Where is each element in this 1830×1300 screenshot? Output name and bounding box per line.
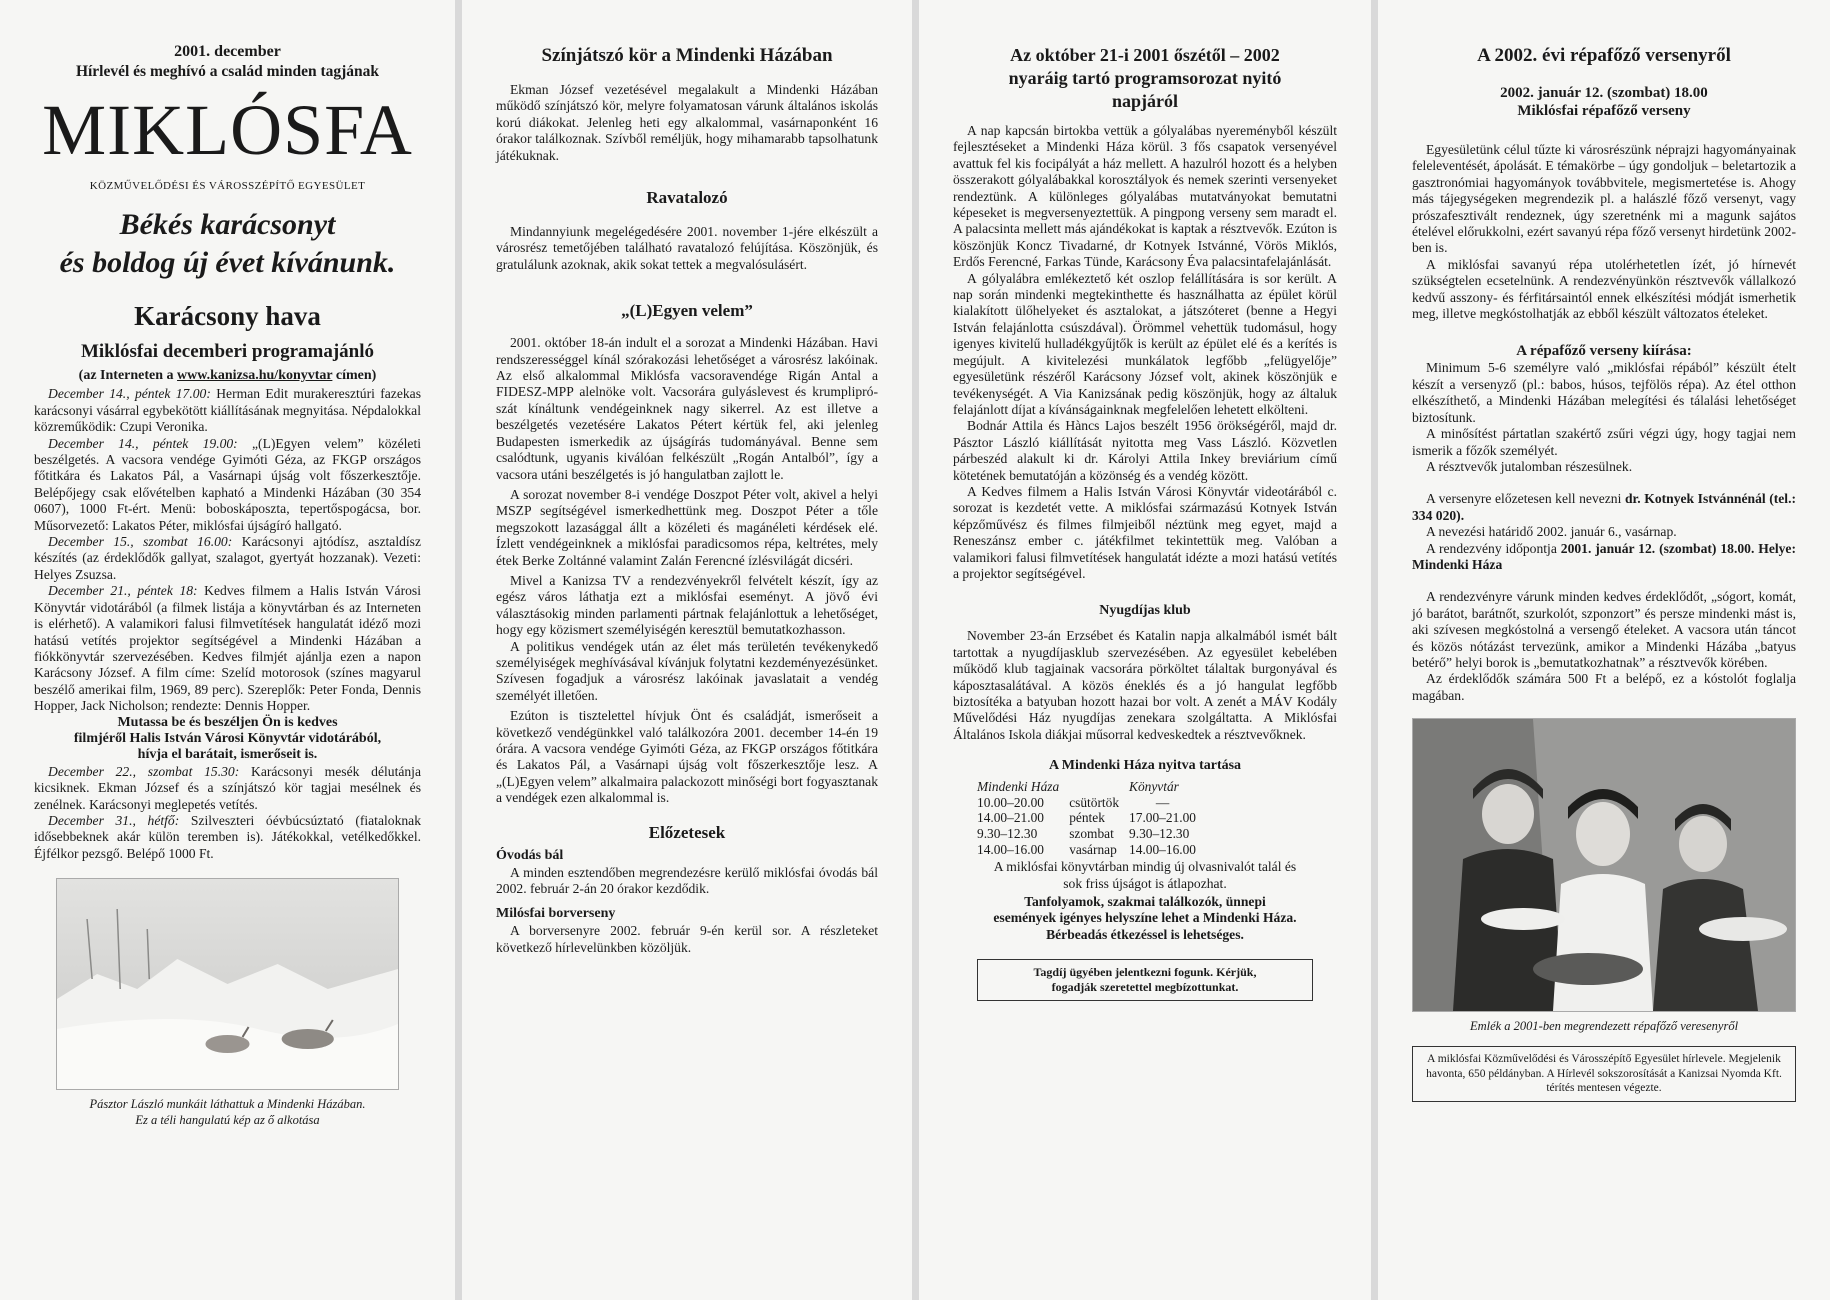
painting-caption: Pásztor László munkáit láthattuk a Mindenki Házában. Ez a téli hangulatú kép az ő alkotása [89,1097,366,1128]
membership-fee-box: Tagdíj ügyében jelentkezni fogunk. Kérjük, fogadják szeretettel megbízottunkat. [977,959,1313,1001]
heading-opening-day: Az október 21-i 2001 őszétől – 2002 nyaráig tartó programsorozat nyitó napjáról [1008,45,1282,111]
event-dec-22-tales: December 22., szombat 15.30: Karácsonyi mesék délutánja kicsiknek. Ekman József és a színjátszó kör tagjai mesélnek és zenélnek. Karácsonyi meglepetés vetítés. [34,763,421,812]
dinner-series-text-1: 2001. október 18-án indult el a sorozat a Mindenki Házában. Havi rendszerességgel kínál szórakozási lehetőséget a városrész lakóinak. Az első alkalommal Miklósfa vacsoravendége Rigán Antal a FIDESZ-MPP alelnöke volt. Vacsorára gulyáslevest és krumpliprószát kínáltunk vendégeinknek nagy sikerrel. Az est illetve a beszélgetés vezetésére Lakatos Pétert kértük fel, aki jelenleg Budapesten ismerkedik az újságírás tudományával. Benne sem csalódtunk, ugyanis kiválóan felkészült „Rogán Antalból”, így a vacsora utáni beszélgetés is jó hangulatban zajlott le. [496,335,878,482]
opening-day-text-3: Bodnár Attila és Hàncs Lajos beszélt 1956 örökségéről, majd dr. Pásztor László kiállítását nyitotta meg Vass László. Közvetlen párbeszéd alakult ki dr. Károlyi Attila Inkey breviárium című kötetének bemutatóján a közönség és a vendég között. [953,418,1337,483]
registration-text: A versenyre előzetesen kell nevezni dr. Kotnyek Istvánnénál (tel.: 334 020). [1412,491,1796,523]
colophon-box: A miklósfai Közművelődési és Városszépítő Egyesület hírlevele. Megjelenik havonta, 650 példányban. A Hírlevél sokszorosítását a Kanizsai Nyomda Kft. térítés mentesen végezte. [1412,1046,1796,1102]
event-dec-14-dinner: December 14., péntek 19.00: „(L)Egyen velem” közéleti beszélgetés. A vacsora vendége Gyimóti Géza, az FKGP országos főtitkára és Lakatos Pál, a Vasárnapi újság volt főszerkesztője. Belépőjegy csak elővételben kapható a Mindenki Házában (30 354 0607), 1000 Ft-ért. Menü: boboskáposzta, tepertőspogácsa, bor. Műsorvezető: Lakatos Péter, miklósfai újságíró hallgató. [34,435,421,533]
beet-contest-intro-2: A miklósfai savanyú répa utolérhetetlen ízét, jó hírnevét szükségtelen ecsetelnünk. A rendezvényünkön résztvevők vállalkozó kedvű asszony- és férfitársaintól ennek elkészítési módját ismerhetik meg, illetve megkóstolhatják az ebből készült változatos ételeket. [1412,256,1796,322]
section-subheading: Miklósfai decemberi programajánló [80,341,375,362]
table-row: 10.00–20.00 csütörtök — [977,794,1170,810]
library-note: A miklósfai könyvtárban mindig új olvasnivalót talál és sok friss újságot is átlapozhat. [993,859,1297,891]
theatre-text: Ekman József vezetésével megalakult a Mindenki Házában működő színjátszó kör, melyre folyamatosan várunk általános iskolás korú diákokat. Jelenleg heti egy alkalommal, vasárnaponként 16 órakor találkoznak. Szívből reméljük, hogy mihamarabb tapsolhatunk játékuknak. [496,82,878,163]
film-invitation: Mutassa be és beszéljen Ön is kedves filmjéről Halis István Városi Könyvtár vidotárából, hívja el barátait, ismerőseit is. [73,714,382,763]
photo-caption: Emlék a 2001-ben megrendezett répafőző veresenyről [1469,1019,1739,1034]
event-datetime: A rendezvény időpontja 2001. január 12. (szombat) 18.00. Helye: Mindenki Háza [1412,540,1796,572]
winter-landscape-icon [57,879,398,1089]
winter-painting-image [56,878,399,1090]
heading-wine-contest: Milósfai borverseny [496,906,616,922]
rules-text-1: Minimum 5-6 személyre való „miklósfai répából” készült ételt készít a versenyző (pl.: babos, húsos, tejfölös répa). Az étel otthon elkészíthető, a Mindenki Házában melegítési és tálalási lehetőséget biztosítunk. [1412,360,1796,425]
heading-contest-rules: A répafőző verseny kiírása: [1516,343,1692,360]
heading-dinner-series: „(L)Egyen velem” [621,301,753,321]
table-row: 14.00–21.00 péntek 17.00–21.00 [977,810,1196,826]
dinner-series-text-4: A politikus vendégek után az élet más területén tevékenykedő személyiségek meghívásával kívánjuk folytatni kezdeményezésünket. Szívesen fogadjuk a városrész lakóinak javaslatait a vendég személyét illetően. [496,638,878,703]
heading-opening-hours: A Mindenki Háza nyitva tartása [1048,758,1242,774]
column-beet-contest [1378,0,1830,1300]
beet-contest-intro-1: Egyesületünk célul tűzte ki városrészünk néprajzi hagyományainak feleleventését, ápolását. E témakörbe – úgy gondoljuk – beletartozik a gasztronómiai hagyományok továbbvitele, megismertetése is. Ahogy más tájegységeken megrendezik pl. a halászlé főző versenyt, vagy prószafesztivált rendeznek, úgy szeretnénk mi a magunk sajátos ételével előrukkolni, ezért savanyú répa főző versenyt hirdetünk 2002-ben is. [1412,142,1796,256]
table-row: 14.00–16.00 vasárnap 14.00–16.00 [977,841,1196,857]
section-heading-december: Karácsony hava [134,301,321,331]
opening-day-text-1: A nap kapcsán birtokba vettük a gólyalábas nyereményből készült fejlesztéseket a Mindenki Háza körül. 3 fős csapatok versenyével avattuk fel kis focipályát a ház mellett. A hazulról hozott és a helyben összerakott gólyalábakkal korosztályok és nemek szerinti versenyeket rendeztünk. A különleges gólyalábas mutatványokat bemutatni képeseket is megversenyeztettük. A pingpong verseny sem maradt el. A palacsinta mellett más ajándékokat is kaptak a résztvevők. Ezúton is köszönjük Koncz Tivadarné, dr Kotnyek Istvánné, Vörös Miklós, Erdős Ferencné, Farkas Tünde, Karácsony Éva palacsintafelajánlását. [953,123,1337,270]
rules-text-3: A résztvevők jutalomban részesülnek. [1426,458,1633,474]
dinner-series-text-3: Mivel a Kanizsa TV a rendezvényekről felvételt készít, így az egész város láthatja ezt a miklósfai eseményt. A jövő évi választásokig minden parlamenti pártnak felajánlottuk a lehetőséget, hogy egy közismert személyiségén keresztül bemutatkozhasson. [496,572,878,638]
heading-pensioners-club: Nyugdíjas klub [1099,603,1191,619]
dinner-series-text-5: Ezúton is tisztelettel hívjuk Önt és családját, ismerőseit a következő vendégünkkel való találkozóra 2001. december 14-én 19 órára. A vacsora vendége Gyimóti Géza, az FKGP országos főtitkára és Lakatos Pál, a Vasárnapi újság volt főszerkesztője lesz. A „(L)Egyen velem” alkalmaira palackozott minőségi bort fogyasztanak a vendégek ezen alkalommal is. [496,708,878,806]
kindergarten-ball-text: A minden esztendőben megrendezésre kerülő miklósfai óvodás bál 2002. február 2-án 20 órakor kezdődik. [496,864,878,897]
column-masthead [0,0,455,1300]
table-row: 9.30–12.30 szombat 9.30–12.30 [977,826,1190,841]
opening-hours-table [977,779,1206,857]
issue-date: 2001. december [174,43,281,60]
hall-rental-note: Tanfolyamok, szakmai találkozók, ünnepi események igényes helyszíne lehet a Mindenki Háza. Bérbeadás étkezéssel is lehetséges. [993,894,1297,942]
greeting-line-2: és boldog új évet kívánunk. [59,246,396,279]
website-link[interactable]: www.kanizsa.hu/konyvtar [177,368,333,383]
heading-beet-contest: A 2002. évi répafőző versenyről [1477,45,1731,66]
masthead-title: MIKLÓSFA [42,90,413,170]
rules-text-2: A minősítést pártatlan szakértő zsűri végzi úgy, hogy tagjai nem ismerik a főzők személyét. [1412,426,1796,458]
heading-theatre-group: Színjátszó kör a Mindenki Házában [541,45,833,66]
event-dec-21-film: December 21., péntek 18: Kedves filmem a Halis István Városi Könyvtár vidotárából (a filmek listája a könyvtárban és az Interneten is elérhető). A valamikori falusi filmvetítések hangulatát idéző mozi hatású vetítés projektor segítségével a Mindenki Házában a fiókkönyvtár szervezésében. Kedves filmjét ajánlja ezen a napon Karácsony József. A film címe: Szelíd motorosok (színes magyarul beszélő amerikai film, 1969, 89 perc). Szereplők: Peter Fonda, Dennis Hopper, Jack Nicholson; rendezte: Dennis Hopper. [34,583,421,714]
masthead-subtitle: Hírlevél és meghívó a család minden tagjának [75,63,380,80]
organization-name: KÖZMŰVELŐDÉSI ÉS VÁROSSZÉPÍTŐ EGYESÜLET [89,180,366,192]
wine-contest-text: A borversenyre 2002. február 9-én kerül sor. A részleteket következő hírlevelünkben közöljük. [496,923,878,955]
greeting-line-1: Békés karácsonyt [119,208,336,241]
pensioners-club-text: November 23-án Erzsébet és Katalin napja alkalmából ismét bált tartottak a nyugdíjasklub szervezésében. Az egyesület kebelében működő klub tagjainak vacsorára pörköltet tálaltak burgonyával és káposztasalátával. A közös éneklés és a jó hangulat legfőbb biztosítéka a batyuban hozott hazai bor volt. A zenét a MÁV Kodály Művelődési Ház nyugdíjas zenekara szolgáltatta. A Miklósfai Általános Iskola diákjai műsorral kedveskedtek a résztvevőknek. [953,628,1337,742]
beet-contest-photo [1412,718,1796,1012]
event-dec-14-exhibition: December 14., péntek 17.00: Herman Edit murakeresztúri fazekas karácsonyi vásárral egybekötött kiállításának megnyitása. Népdalokkal közreműködik: Czupi Veronika. [34,386,421,435]
entrance-fee-text: Az érdeklődők számára 500 Ft a belépő, ez a kóstolót foglalja magában. [1412,671,1796,703]
table-row: Mindenki Háza Könyvtár [977,779,1179,795]
mortuary-text: Mindannyiunk megelégedésére 2001. november 1-jére elkészült a városrész temetőjében található ravatalozó felújítása. Köszönjük, és gratulálunk azoknak, akik sokat tettek a megvalósulásért. [496,224,878,272]
heading-previews: Előzetesek [648,822,726,842]
dinner-series-text-2: A sorozat november 8-i vendége Doszpot Péter volt, akivel a helyi MSZP segítségével ismerkedhettünk meg. Doszpot Péter a tőle megszokott lazasággal állt a közéleti és magánéleti kérdések elé. Ízlett vendégeinknek a miklósfai paradicsomos répa, keltrétes, mely étek Berke Zoltánné valamint Zalán Ferencné ízlésvilágát dicséri. [496,486,878,568]
opening-day-text-2: A gólyalábra emlékeztető két oszlop felállítására is sor került. A nap során mindenki megtekinthette és használhatta az épület körül kialakított ülőhelyeket és asztalokat, a játszóteret (benne a Hegyi István felajánlotta csúszdával). Örömmel vehettük tudomásul, hogy igenyes kivitelű hulladékgyűjtők is került az épület elé és a kerítés is megújult. A kivitelezési munkálatok legfőbb „felügyelője” egyesületünk részéről Karácsony József volt, akinek köszönjük e tevékenységét. A Via Kanizsának pedig köszönjük, hogy az általuk felajánlott díjat a kívánságainknak megfelelően lehetett elkölteni. [953,270,1337,417]
event-dec-15-decoration: December 15., szombat 16.00: Karácsonyi ajtódísz, asztaldísz készítés (az érdeklődők gallyat, szalagot, gyertyát hozzanak). Vezeti: Helyes Zsuzsa. [34,534,421,582]
event-dec-31-newyear: December 31., hétfő: Szilveszteri óévbúcsúztató (fiataloknak idősebbeknek akár külön teremben is). Játékokkal, vetélkedőkkel. Éjfélkor pezsgő. Belépő 1000 Ft. [34,812,421,861]
internet-note: (az Interneten a www.kanizsa.hu/konyvtar címen) [78,368,377,383]
column-programme [919,0,1371,1300]
column-news [462,0,912,1300]
registration-deadline: A nevezési határidő 2002. január 6., vasárnap. [1426,524,1677,540]
opening-day-text-4: A Kedves filmem a Halis István Városi Könyvtár videotárából c. sorozat is kezdetét vette. A miklósfai származású Kotnyek István képzőművész és filmes filmjeiből néztünk meg egyet, majd a Reneszánsz ember c. játékfilmet tekintettük meg. Valóban a valamikori falusi filmvetítések hangulatát idézte a mozi hatású vetítés a projektor segítségével. [953,483,1337,581]
heading-mortuary: Ravatalozó [646,188,728,208]
women-with-dishes-icon [1413,719,1795,1011]
heading-kindergarten-ball: Óvodás bál [496,847,564,863]
invitation-text: A rendezvényre várunk minden kedves érdeklődőt, „sógort, komát, jó barátot, barátnőt, szurkolót, szponzort” és persze mindenki mást is, aki szívesen megkóstolná a versengő ételeket. A vacsora után táncot és közös nótázást tervezünk, amikor a Mindenki Házába „batyus betérő” helyi borok is „bemutatkozhatnak” a résztvevők körében. [1412,589,1796,670]
beet-contest-date: 2002. január 12. (szombat) 18.00 Miklósfai répafőző verseny [1500,85,1708,119]
